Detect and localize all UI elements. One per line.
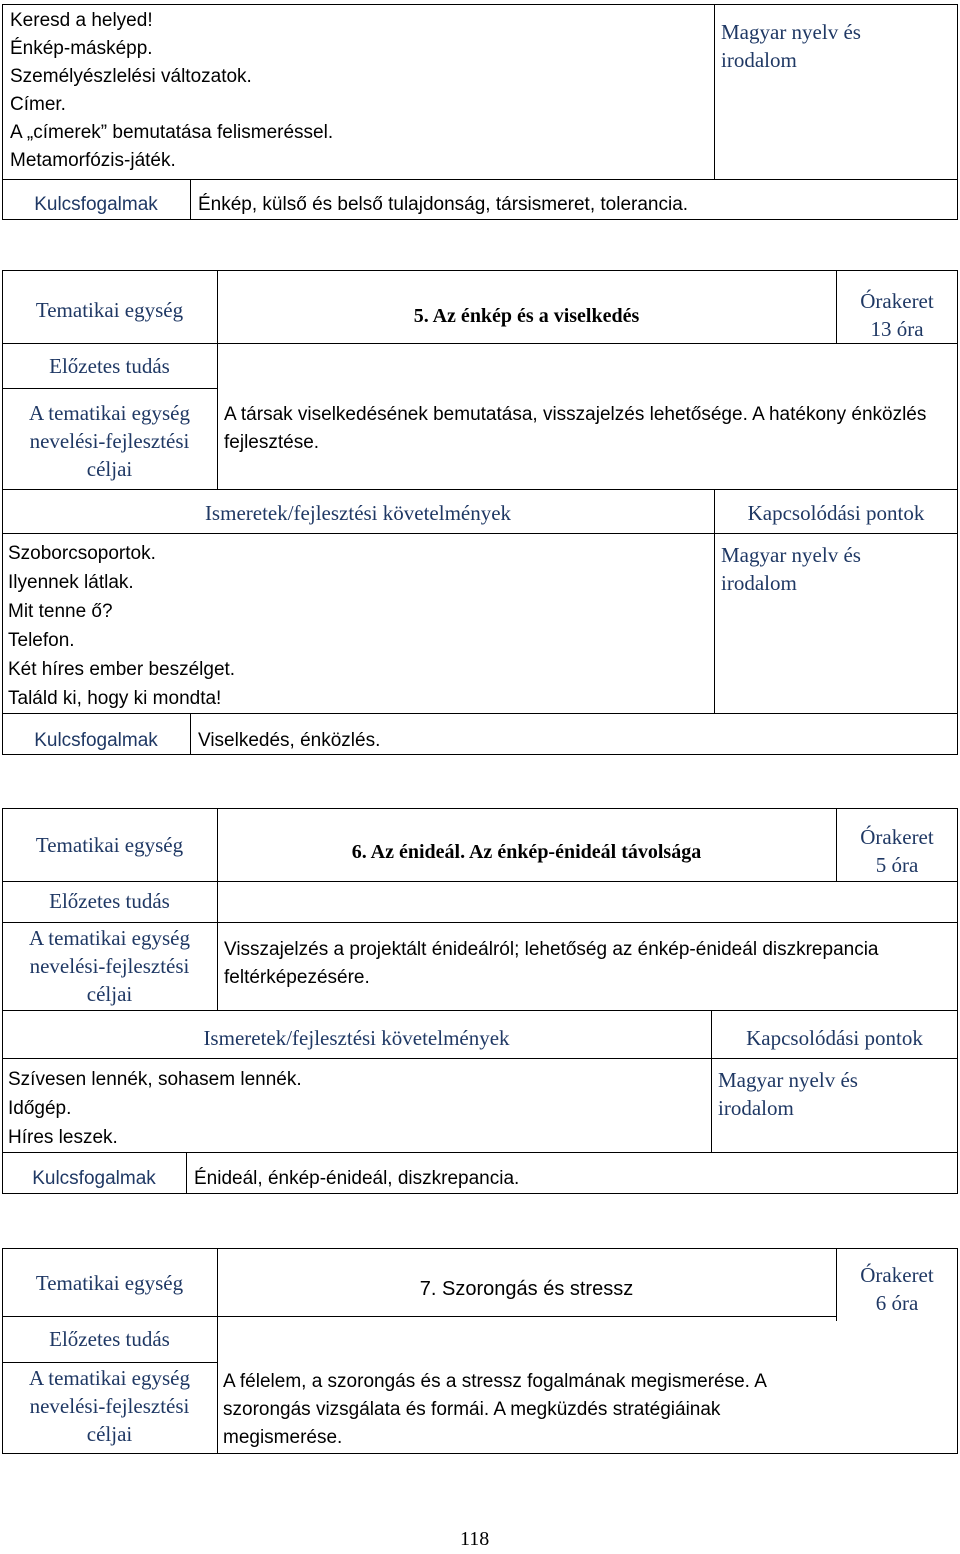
- key-concepts-value: Viselkedés, énközlés.: [198, 730, 381, 751]
- prior-knowledge-label: Előzetes tudás: [49, 354, 170, 378]
- unit5-row-line: [2, 343, 958, 344]
- connections-header: Kapcsolódási pontok: [747, 501, 925, 525]
- top-key-divider: [190, 179, 191, 220]
- key-concepts-value: Énideál, énkép-énideál, diszkrepancia.: [194, 1168, 520, 1189]
- activity-item: Időgép.: [8, 1098, 72, 1119]
- goals-label: nevelési-fejlesztési: [29, 954, 190, 978]
- goals-label: céljai: [86, 457, 133, 481]
- goals-text-line: A félelem, a szorongás és a stressz fogalmának megismerése. A: [223, 1371, 767, 1392]
- top-divider-v: [714, 4, 715, 179]
- page-number: 118: [460, 1528, 490, 1550]
- unit5-row-line: [2, 533, 958, 534]
- unit6-row-line: [2, 881, 958, 882]
- unit-title: 5. Az énkép és a viselkedés: [413, 305, 640, 327]
- goals-label: nevelési-fejlesztési: [29, 1394, 190, 1418]
- unit5-row-line: [2, 489, 958, 490]
- activity-item: Szívesen lennék, sohasem lennék.: [8, 1069, 302, 1090]
- unit6-row-line: [2, 922, 958, 923]
- activity-item: Ilyennek látlak.: [8, 572, 134, 593]
- connection-link: irodalom: [721, 48, 797, 72]
- key-concepts-label: Kulcsfogalmak: [34, 194, 158, 215]
- goals-label: A tematikai egység: [29, 1366, 190, 1390]
- goals-text: A társak viselkedésének bemutatása, visszajelzés lehetősége. A hatékony énközlés fejlesztése.: [224, 404, 927, 453]
- goals-label: nevelési-fejlesztési: [29, 429, 190, 453]
- activity-item: Személyészlelési változatok.: [10, 66, 252, 87]
- unit6-row-line: [2, 1010, 958, 1011]
- activity-item: Címer.: [10, 94, 66, 115]
- thematic-unit-label: Tematikai egység: [35, 1271, 184, 1295]
- unit-title: 6. Az énideál. Az énkép-énideál távolsága: [351, 841, 702, 863]
- hours-value: 5 óra: [875, 853, 919, 877]
- hours-label: Órakeret: [860, 289, 934, 313]
- connection-link: Magyar nyelv és: [721, 543, 861, 567]
- activity-item: Híres leszek.: [8, 1127, 118, 1148]
- activity-item: Keresd a helyed!: [10, 10, 153, 31]
- unit6-key-divider: [186, 1152, 187, 1194]
- hours-label: Órakeret: [860, 825, 934, 849]
- hours-value: 13 óra: [870, 317, 924, 341]
- unit5-key-divider: [190, 713, 191, 755]
- activity-item: Két híres ember beszélget.: [8, 659, 236, 680]
- requirements-header: Ismeretek/fejlesztési követelmények: [204, 501, 512, 525]
- activity-item: A „címerek” bemutatása felismeréssel.: [10, 122, 334, 143]
- connection-link: irodalom: [721, 571, 797, 595]
- goals-label: céljai: [86, 1422, 133, 1446]
- unit6-row-line: [2, 1058, 958, 1059]
- requirements-header: Ismeretek/fejlesztési követelmények: [203, 1026, 510, 1050]
- activity-item: Telefon.: [8, 630, 75, 651]
- top-divider-h: [2, 179, 958, 180]
- thematic-unit-label: Tematikai egység: [35, 833, 184, 857]
- unit7-row-line: [2, 1362, 217, 1363]
- activity-item: Szoborcsoportok.: [8, 543, 156, 564]
- activity-item: Metamorfózis-játék.: [10, 150, 176, 171]
- goals-text-line: megismerése.: [223, 1427, 343, 1448]
- unit-title: 7. Szorongás és stressz: [419, 1278, 634, 1300]
- key-concepts-value: Énkép, külső és belső tulajdonság, társismeret, tolerancia.: [198, 194, 689, 215]
- goals-label: céljai: [86, 982, 133, 1006]
- activity-item: Találd ki, hogy ki mondta!: [8, 688, 222, 709]
- goals-label: A tematikai egység: [29, 401, 190, 425]
- goals-text: Visszajelzés a projektált énideálról; lehetőség az énkép-énideál diszkrepancia feltérképezésére.: [224, 939, 879, 988]
- connection-link: Magyar nyelv és: [718, 1068, 858, 1092]
- goals-label: A tematikai egység: [29, 926, 190, 950]
- unit6-row-line: [2, 1152, 958, 1153]
- hours-label: Órakeret: [860, 1263, 934, 1287]
- unit5-row-line: [2, 713, 958, 714]
- unit7-row-line: [2, 1316, 836, 1317]
- prior-knowledge-label: Előzetes tudás: [49, 1327, 170, 1351]
- hours-value: 6 óra: [875, 1291, 919, 1315]
- goals-text-line: szorongás vizsgálata és formái. A megküzdés stratégiáinak: [223, 1399, 721, 1420]
- connection-link: irodalom: [718, 1096, 794, 1120]
- activity-item: Énkép-másképp.: [10, 38, 153, 59]
- key-concepts-label: Kulcsfogalmak: [32, 1168, 156, 1189]
- connection-link: Magyar nyelv és: [721, 20, 861, 44]
- activity-item: Mit tenne ő?: [8, 601, 113, 622]
- unit5-row-line: [2, 388, 217, 389]
- thematic-unit-label: Tematikai egység: [35, 298, 184, 322]
- prior-knowledge-label: Előzetes tudás: [49, 889, 170, 913]
- connections-header: Kapcsolódási pontok: [746, 1026, 923, 1050]
- key-concepts-label: Kulcsfogalmak: [34, 730, 158, 751]
